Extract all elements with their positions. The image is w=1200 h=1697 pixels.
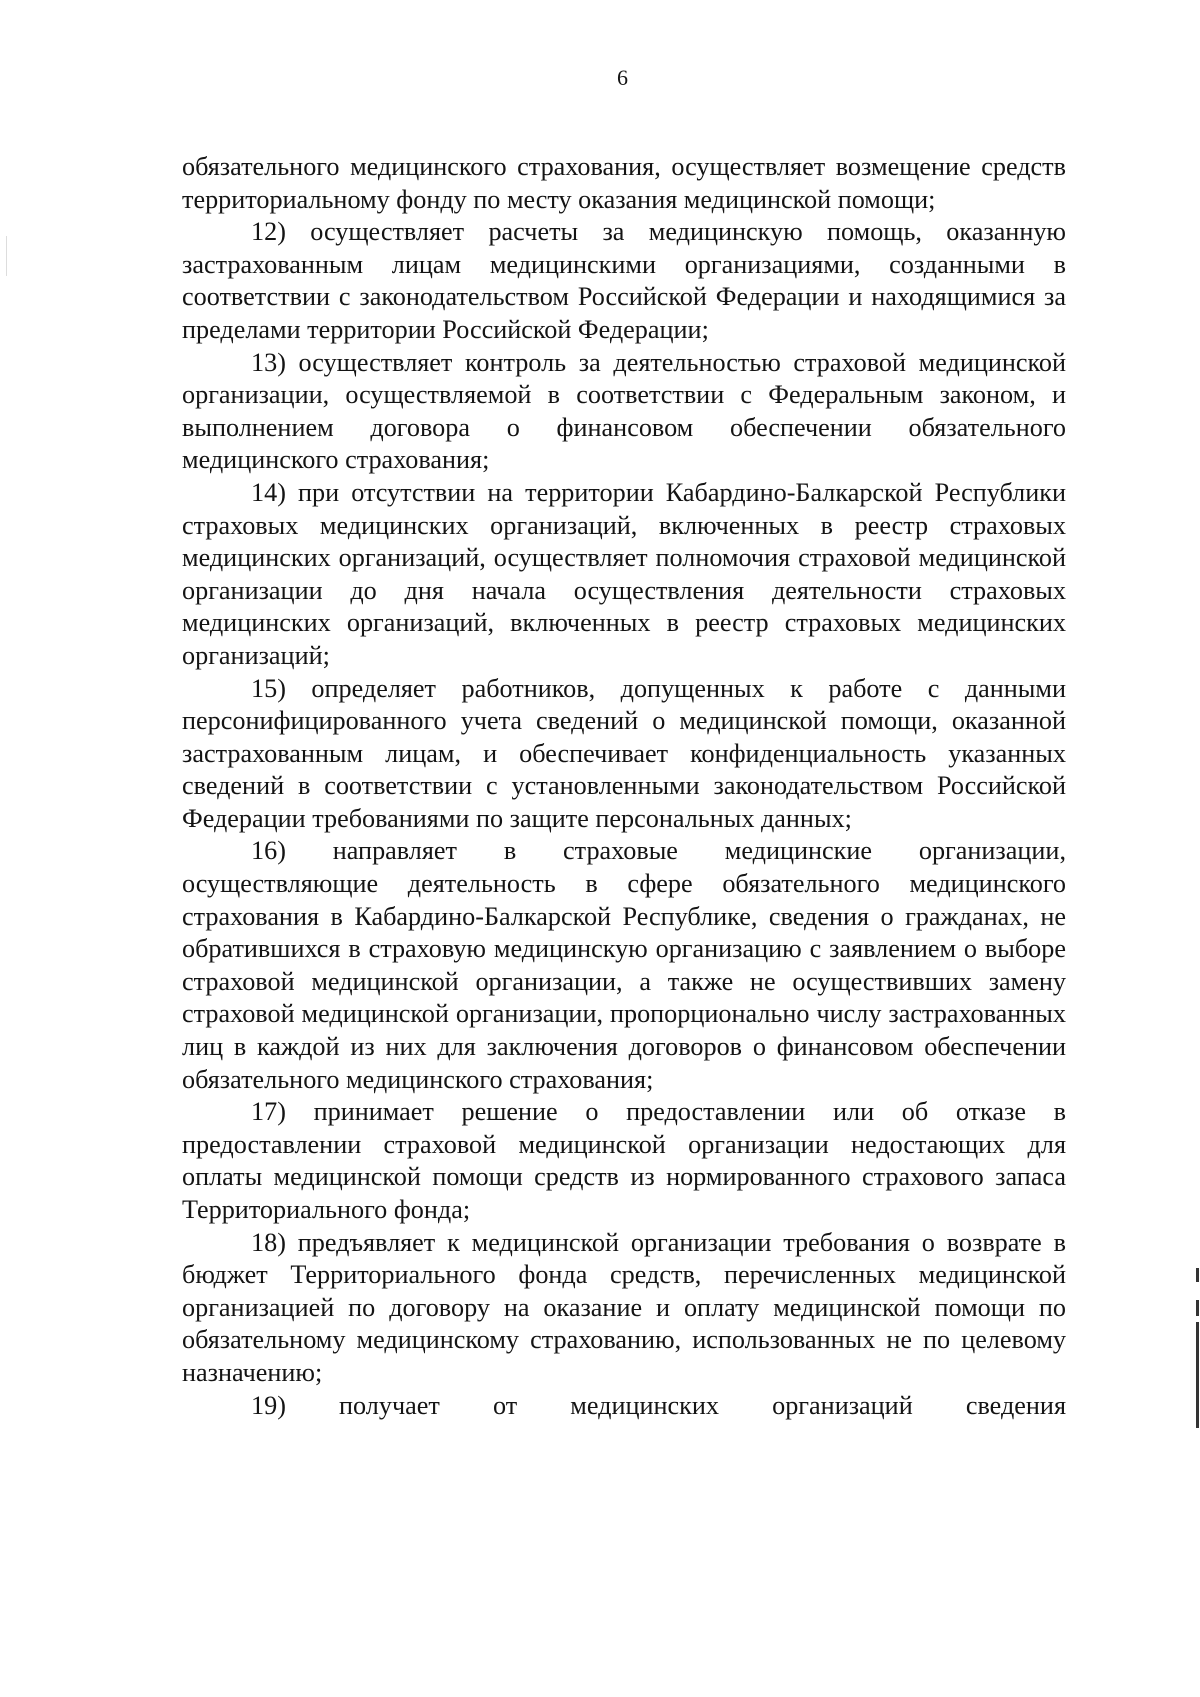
binding-edge-mark — [1196, 1300, 1199, 1316]
page-number: 6 — [617, 65, 628, 90]
paragraph-item-18: 18) предъявляет к медицинской организации требования о возврате в бюджет Территориального фонда средств, перечисленных медицинской организацией по договору на оказание и оплату медицинской помощи по обязательному медицинскому страхованию, использованных не по целевому назначению; — [182, 1227, 1066, 1387]
paragraph-item-12: 12) осуществляет расчеты за медицинскую помощь, оказанную застрахованным лицам медицинскими организациями, созданными в соответствии с законодательством Российской Федерации и находящимися за пределами территории Российской Федерации; — [182, 217, 1066, 344]
scan-artifact — [6, 236, 7, 276]
binding-edge-mark — [1196, 1268, 1199, 1282]
binding-edge-mark — [1196, 1322, 1199, 1428]
paragraph-item-17: 17) принимает решение о предоставлении или об отказе в предоставлении страховой медицинской организации недостающих для оплаты медицинской помощи средств из нормированного страхового запаса Территориального фонда; — [182, 1097, 1066, 1224]
paragraph-item-16: 16) направляет в страховые медицинские организации, осуществляющие деятельность в сфере обязательного медицинского страхования в Кабардино-Балкарской Республике, сведения о гражданах, не обратившихся в страховую медицинскую организацию с заявлением о выборе страховой медицинской организации, а также не осуществивших замену страховой медицинской организации, пропорционально числу застрахованных лиц в каждой из них для заключения договоров о финансовом обеспечении обязательного медицинского страхования; — [182, 836, 1066, 1094]
paragraph-item-14: 14) при отсутствии на территории Кабардино-Балкарской Республики страховых медицинских организаций, включенных в реестр страховых медицинских организаций, осуществляет полномочия страховой медицинской организации до дня начала осуществления деятельности страховых медицинских организаций, включенных в реестр страховых медицинских организаций; — [182, 477, 1066, 670]
paragraph-item-13: 13) осуществляет контроль за деятельностью страховой медицинской организации, осуществляемой в соответствии с Федеральным законом, и выполнением договора о финансовом обеспечении обязательного медицинского страхования; — [182, 347, 1066, 475]
paragraph-continuation: обязательного медицинского страхования, осуществляет возмещение средств территориальному фонду по месту оказания медицинской помощи; — [182, 152, 1066, 214]
document-body — [182, 151, 1066, 1422]
paragraph-item-15: 15) определяет работников, допущенных к работе с данными персонифицированного учета сведений о медицинской помощи, оказанной застрахованным лицам, и обеспечивает конфиденциальность указанных сведений в соответствии с установленными законодательством Российской Федерации требованиями по защите персональных данных; — [182, 673, 1066, 833]
paragraph-item-19: 19) получает от медицинских организаций сведения — [251, 1390, 1066, 1420]
